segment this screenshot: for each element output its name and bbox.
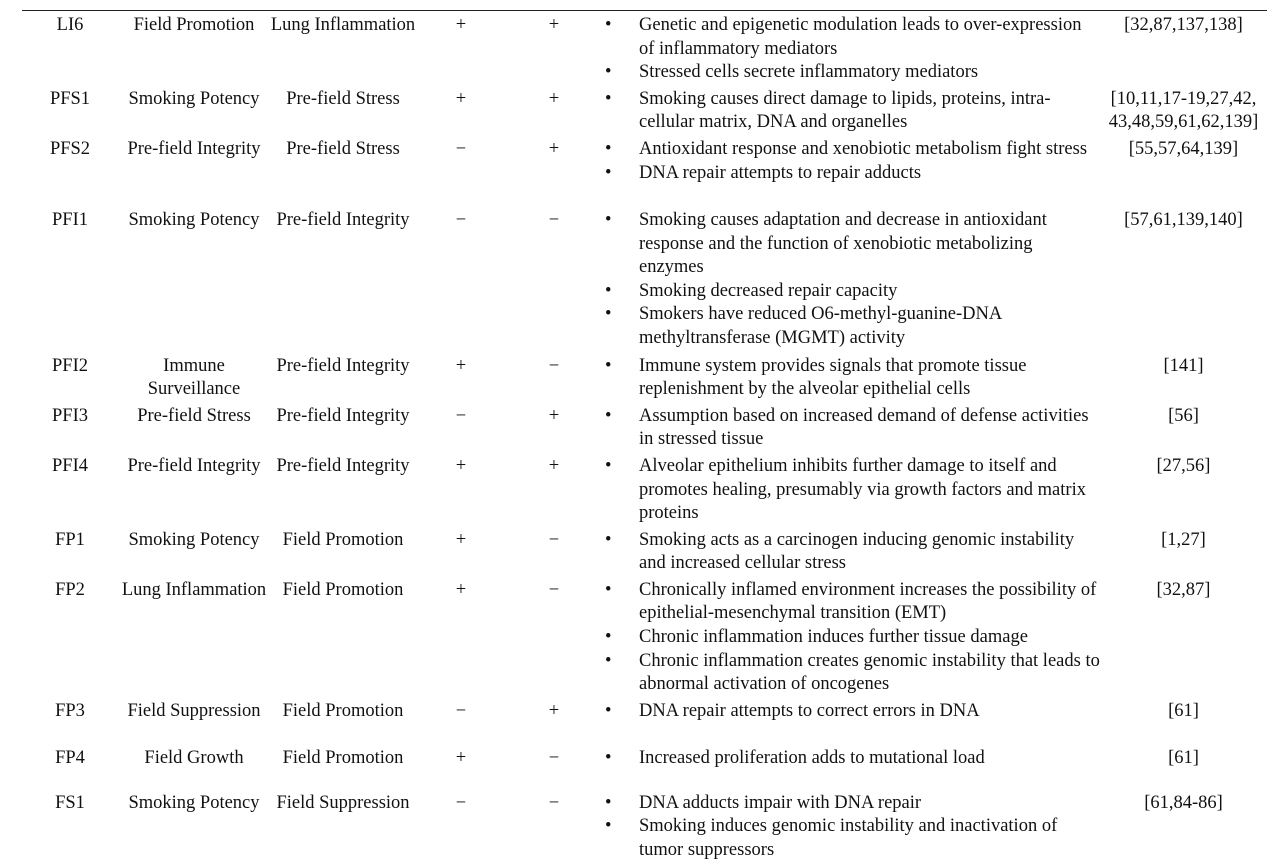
evidence-item: • Smoking causes direct damage to lipids, proteins, intra-cellular matrix, DNA and organelles — [602, 88, 1100, 135]
evidence-item: • Smoking causes adaptation and decrease in antioxidant response and the function of xenobiotic metabolizing enzymes — [602, 209, 1100, 280]
evidence-cell — [602, 351, 1100, 402]
sign-1-cell: − — [455, 138, 467, 159]
sign-2-cell: − — [548, 355, 560, 376]
table-row — [22, 402, 1267, 452]
evidence-item: • Antioxidant response and xenobiotic metabolism fight stress — [602, 138, 1100, 162]
evidence-list — [602, 355, 1100, 402]
sign-1-cell: − — [455, 700, 467, 721]
evidence-item: • Smoking induces genomic instability and inactivation of tumor suppressors — [602, 815, 1100, 862]
sign-2-cell: + — [548, 405, 560, 426]
evidence-item: • Smoking decreased repair capacity — [602, 280, 1100, 304]
evidence-cell — [602, 526, 1100, 576]
evidence-cell — [602, 85, 1100, 135]
evidence-item: • Alveolar epithelium inhibits further damage to itself and promotes healing, presumably via growth factors and matrix proteins — [602, 455, 1100, 526]
sign-2-cell: + — [548, 700, 560, 721]
table-row — [22, 744, 1267, 781]
row-id-cell: PFI4 — [52, 455, 88, 476]
target-node-cell: Field Promotion — [282, 700, 404, 721]
evidence-cell — [602, 781, 1100, 863]
row-id-cell: LI6 — [56, 15, 84, 35]
source-node-cell: Field Promotion — [133, 15, 255, 35]
table-row — [22, 781, 1267, 863]
sign-1-cell: − — [455, 209, 467, 230]
target-node-cell: Field Suppression — [276, 792, 410, 813]
evidence-item: • Chronically inflamed environment increases the possibility of epithelial-mesenchymal transition (EMT) — [602, 579, 1100, 626]
source-node-cell: Pre-field Integrity — [127, 455, 261, 476]
references-cell: [27,56] — [1156, 455, 1211, 476]
table-row — [22, 11, 1267, 85]
references-cell: [32,87] — [1156, 579, 1211, 600]
sign-1-cell: + — [455, 579, 467, 600]
sign-1-cell: − — [455, 405, 467, 426]
evidence-item: • Increased proliferation adds to mutational load — [602, 747, 1100, 771]
table-row — [22, 576, 1267, 697]
target-node-cell: Field Promotion — [282, 579, 404, 600]
sign-1-cell: − — [455, 792, 467, 813]
target-node-cell: Pre-field Stress — [286, 138, 400, 159]
sign-2-cell: − — [548, 747, 560, 768]
evidence-cell — [602, 206, 1100, 351]
target-node-cell: Pre-field Integrity — [276, 455, 410, 476]
table-row — [22, 697, 1267, 744]
target-node-cell: Field Promotion — [282, 747, 404, 768]
evidence-cell — [602, 744, 1100, 781]
evidence-item: • Smokers have reduced O6-methyl-guanine-DNA methyltransferase (MGMT) activity — [602, 303, 1100, 350]
source-node-cell: Field Growth — [144, 747, 244, 768]
table-row — [22, 85, 1267, 135]
source-node-cell: Smoking Potency — [128, 529, 260, 550]
table-row — [22, 452, 1267, 526]
target-node-cell: Field Promotion — [282, 529, 404, 550]
source-node-cell: Lung Inflammation — [121, 579, 267, 600]
evidence-list — [602, 138, 1100, 185]
references-cell: [1,27] — [1161, 529, 1206, 550]
row-id-cell: PFS1 — [49, 88, 91, 109]
evidence-list — [602, 14, 1100, 85]
evidence-list — [602, 209, 1100, 351]
row-id-cell: FS1 — [55, 792, 85, 813]
evidence-item: • Immune system provides signals that promote tissue replenishment by the alveolar epithelial cells — [602, 355, 1100, 402]
evidence-item: • Assumption based on increased demand of defense activities in stressed tissue — [602, 405, 1100, 452]
evidence-cell — [602, 11, 1100, 85]
row-id-cell: FP3 — [55, 700, 85, 721]
sign-1-cell: + — [455, 747, 467, 768]
evidence-item: • Chronic inflammation induces further tissue damage — [602, 626, 1100, 650]
relations-table-body — [22, 11, 1267, 863]
references-cell: [32,87,137,138] — [1124, 15, 1243, 35]
references-cell: [10,11,17-19,27,42, 43,48,59,61,62,139] — [1108, 88, 1259, 133]
evidence-list — [602, 88, 1100, 135]
row-id-cell: PFI2 — [52, 355, 88, 376]
evidence-item: • Smoking acts as a carcinogen inducing genomic instability and increased cellular stress — [602, 529, 1100, 576]
sign-2-cell: − — [548, 209, 560, 230]
sign-2-cell: + — [548, 138, 560, 159]
row-id-cell: PFI3 — [52, 405, 88, 426]
row-id-cell: PFS2 — [49, 138, 91, 159]
source-node-cell: Smoking Potency — [128, 88, 260, 109]
evidence-cell — [602, 576, 1100, 697]
source-node-cell: Pre-field Integrity — [127, 138, 261, 159]
evidence-item: • Stressed cells secrete inflammatory mediators — [602, 61, 1100, 85]
row-id-cell: FP1 — [55, 529, 85, 550]
sign-2-cell: − — [548, 529, 560, 550]
references-cell: [56] — [1168, 405, 1199, 426]
sign-1-cell: + — [455, 529, 467, 550]
sign-1-cell: + — [455, 355, 467, 376]
evidence-item: • DNA repair attempts to repair adducts — [602, 162, 1100, 186]
evidence-cell — [602, 402, 1100, 452]
evidence-item: • DNA repair attempts to correct errors in DNA — [602, 700, 1100, 724]
references-cell: [61,84-86] — [1144, 792, 1223, 813]
sign-2-cell: − — [548, 579, 560, 600]
references-cell: [141] — [1163, 355, 1204, 376]
row-id-cell: FP4 — [55, 747, 85, 768]
relations-table — [22, 11, 1267, 863]
evidence-cell — [602, 135, 1100, 206]
target-node-cell: Pre-field Stress — [286, 88, 400, 109]
source-node-cell: Field Suppression — [127, 700, 261, 721]
target-node-cell: Pre-field Integrity — [276, 355, 410, 376]
evidence-item: • Genetic and epigenetic modulation leads to over-expression of inflammatory mediators — [602, 14, 1100, 61]
evidence-list — [602, 455, 1100, 526]
table-row — [22, 135, 1267, 206]
sign-1-cell: + — [455, 15, 467, 35]
evidence-list — [602, 700, 1100, 724]
sign-2-cell: + — [548, 455, 560, 476]
evidence-list — [602, 579, 1100, 697]
evidence-item: • Chronic inflammation creates genomic instability that leads to abnormal activation of oncogenes — [602, 650, 1100, 697]
references-cell: [57,61,139,140] — [1124, 209, 1243, 230]
table-row — [22, 206, 1267, 351]
evidence-list — [602, 792, 1100, 863]
references-cell: [61] — [1168, 747, 1199, 768]
evidence-list — [602, 747, 1100, 771]
references-cell: [61] — [1168, 700, 1199, 721]
sign-2-cell: − — [548, 792, 560, 813]
references-cell: [55,57,64,139] — [1128, 138, 1239, 159]
table-row — [22, 526, 1267, 576]
sign-1-cell: + — [455, 88, 467, 109]
target-node-cell: Pre-field Integrity — [276, 405, 410, 426]
sign-1-cell: + — [455, 455, 467, 476]
row-id-cell: PFI1 — [52, 209, 88, 230]
target-node-cell: Lung Inflammation — [270, 15, 416, 35]
evidence-cell — [602, 452, 1100, 526]
evidence-cell — [602, 697, 1100, 744]
sign-2-cell: + — [548, 15, 560, 35]
evidence-list — [602, 405, 1100, 452]
row-id-cell: FP2 — [55, 579, 85, 600]
evidence-item: • DNA adducts impair with DNA repair — [602, 792, 1100, 816]
table-row — [22, 351, 1267, 402]
source-node-cell: Smoking Potency — [128, 209, 260, 230]
source-node-cell: Smoking Potency — [128, 792, 260, 813]
sign-2-cell: + — [548, 88, 560, 109]
source-node-cell: Immune Surveillance — [147, 355, 241, 400]
evidence-list — [602, 529, 1100, 576]
source-node-cell: Pre-field Stress — [137, 405, 251, 426]
target-node-cell: Pre-field Integrity — [276, 209, 410, 230]
